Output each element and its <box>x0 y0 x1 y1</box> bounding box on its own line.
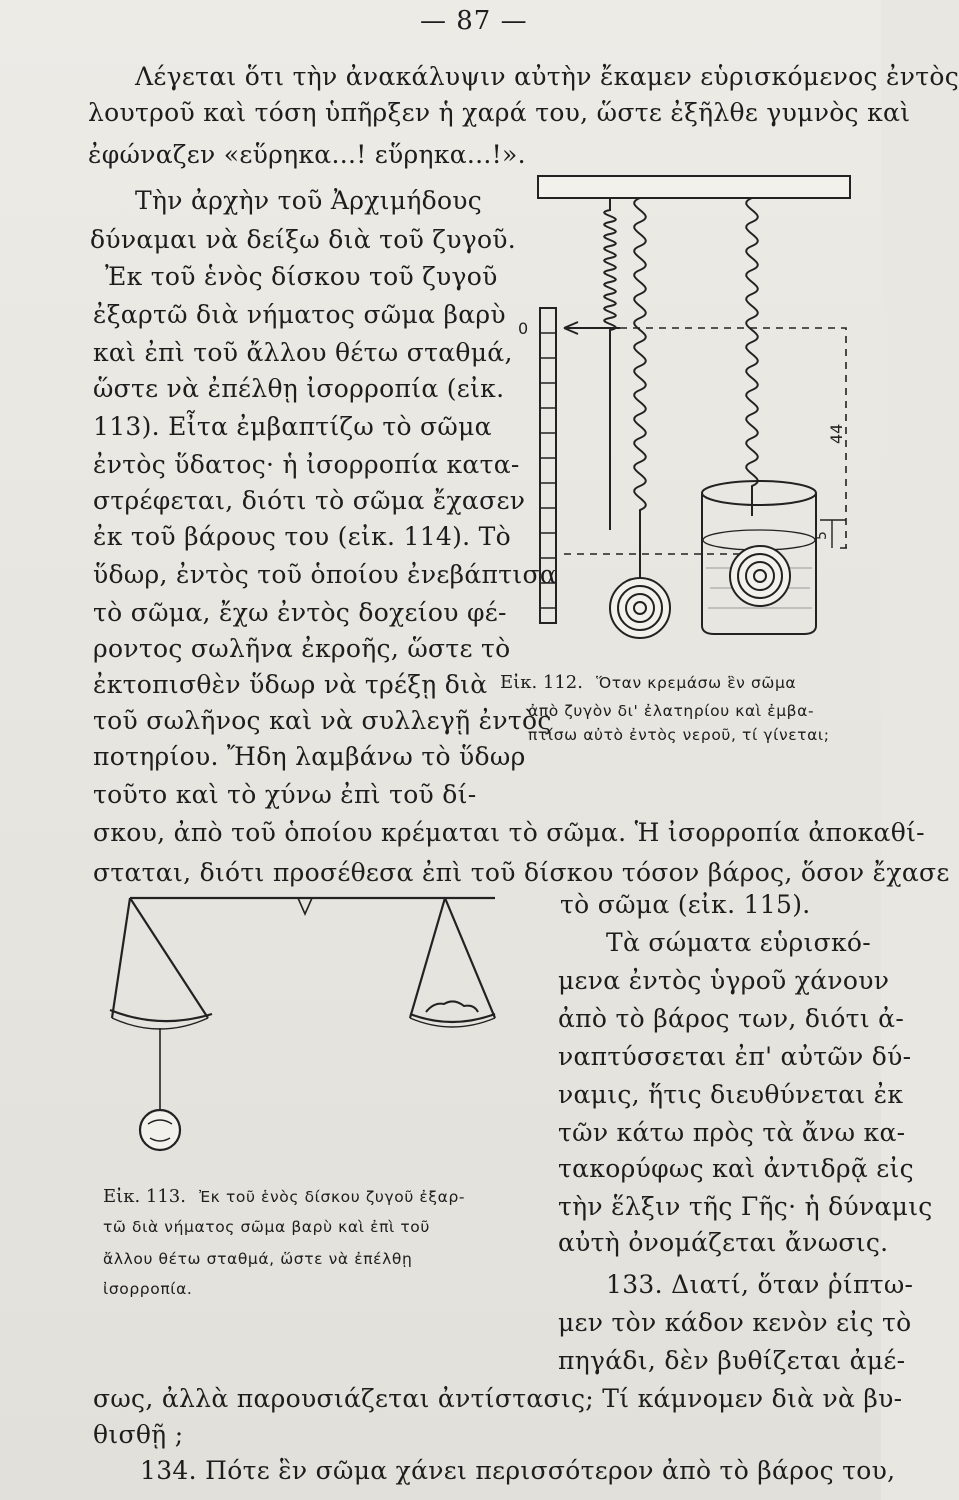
figure-113-caption-line: Ἐκ τοῦ ἑνὸς δίσκου ζυγοῦ ἐξαρ- <box>199 1188 466 1206</box>
text-line: αὐτὴ ὀνομάζεται ἄνωσις. <box>558 1228 889 1257</box>
text-line: ροντος σωλῆνα ἐκροῆς, ὥστε τὸ <box>93 634 511 663</box>
text-line: λουτροῦ καὶ τόση ὑπῆρξεν ἡ χαρά του, ὥστε ἐξῆλθε γυμνὸς καὶ <box>88 98 911 127</box>
figure-113-caption-line: τῶ διὰ νήματος σῶμα βαρὺ καὶ ἐπὶ τοῦ <box>103 1218 430 1236</box>
question-134-line: 134. Πότε ἓν σῶμα χάνει περισσότερον ἀπὸ τὸ βάρος του, <box>140 1456 896 1485</box>
question-133-line: θισθῇ ; <box>93 1420 184 1449</box>
text-line: Τὴν ἀρχὴν τοῦ Ἀρχιμήδους <box>135 186 483 215</box>
text-line: τακορύφως καὶ ἀντιδρᾷ εἰς <box>558 1154 914 1183</box>
figure-113-caption-line: ἄλλου θέτω σταθμά, ὥστε νὰ ἐπέλθῃ <box>103 1250 413 1268</box>
support-beam <box>538 176 850 198</box>
text-line: μενα ἐντὸς ὑγροῦ χάνουν <box>558 966 890 995</box>
text-line: τὸ σῶμα (εἰκ. 115). <box>560 890 811 919</box>
text-line: 113). Εἶτα ἐμβαπτίζω τὸ σῶμα <box>93 412 492 441</box>
text-line: ἐκ τοῦ βάρους του (εἰκ. 114). Τὸ <box>93 522 511 551</box>
text-line: Λέγεται ὅτι τὴν ἀνακάλυψιν αὐτὴν ἔκαμεν εὑρισκόμενος ἐντὸς <box>135 62 959 91</box>
figure-113-label: Εἰκ. 113. <box>103 1186 186 1207</box>
text-line: ναμις, ἥτις διευθύνεται ἐκ <box>558 1080 904 1109</box>
text-line: Τὰ σώματα εὑρισκό- <box>606 928 871 957</box>
text-line: τοῦτο καὶ τὸ χύνω ἐπὶ τοῦ δί- <box>93 780 477 809</box>
text-line: τὴν ἕλξιν τῆς Γῆς· ἡ δύναμις <box>558 1192 933 1221</box>
question-133-line: σως, ἀλλὰ παρουσιάζεται ἀντίστασις; Τί κάμνομεν διὰ νὰ βυ- <box>93 1384 903 1413</box>
figure-112-caption-line: ἀπὸ ζυγὸν δι' ἐλατηρίου καὶ ἐμβα- <box>528 702 815 720</box>
short-spring <box>604 198 616 530</box>
figure-113-illustration <box>100 890 520 1180</box>
question-133-line: 133. Διατί, ὅταν ῥίπτω- <box>606 1270 914 1299</box>
text-line: ὥστε νὰ ἐπέλθῃ ἰσορροπία (εἰκ. <box>93 374 505 403</box>
question-133-line: πηγάδι, δὲν βυθίζεται ἀμέ- <box>558 1346 906 1375</box>
long-spring <box>634 198 646 590</box>
text-line: ἐκτοπισθὲν ὕδωρ νὰ τρέξῃ διὰ <box>93 670 488 699</box>
text-line: καὶ ἐπὶ τοῦ ἄλλου θέτω σταθμά, <box>93 338 513 367</box>
measuring-scale <box>540 308 556 623</box>
left-pan <box>110 898 212 1029</box>
hanging-weight <box>140 1110 180 1150</box>
page-number: — 87 — <box>420 6 528 36</box>
text-line: δύναμαι νὰ δείξω διὰ τοῦ ζυγοῦ. <box>90 225 517 254</box>
measure-44-label: 44 <box>827 423 846 444</box>
text-line: ἐντὸς ὕδατος· ἡ ἰσορροπία κατα- <box>93 450 520 479</box>
text-line: ποτηρίου. Ἤδη λαμβάνω τὸ ὕδωρ <box>93 742 526 771</box>
immersed-ball <box>730 546 790 606</box>
text-line: Ἐκ τοῦ ἑνὸς δίσκου τοῦ ζυγοῦ <box>105 262 498 291</box>
figure-112-caption-line: Ὅταν κρεμάσω ἓν σῶμα <box>596 674 797 692</box>
question-133-line: μεν τὸν κάδον κενὸν εἰς τὸ <box>558 1308 912 1337</box>
figure-112-caption-line: πτίσω αὐτὸ ἐντὸς νεροῦ, τί γίνεται; <box>528 726 830 744</box>
text-line: ὕδωρ, ἐντὸς τοῦ ὁποίου ἐνεβάπτισα <box>93 560 558 589</box>
text-line: τῶν κάτω πρὸς τὰ ἄνω κα- <box>558 1118 906 1147</box>
figure-113-caption-line: ἰσορροπία. <box>103 1280 193 1298</box>
text-line: ἐφώναζεν «εὕρηκα...! εὕρηκα...!». <box>88 140 526 169</box>
text-line: ναπτύσσεται ἐπ' αὐτῶν δύ- <box>558 1042 912 1071</box>
scale-zero-label: 0 <box>518 319 529 338</box>
suspended-ball <box>610 578 670 638</box>
text-line: σκου, ἀπὸ τοῦ ὁποίου κρέμαται τὸ σῶμα. Ἡ ἰσορροπία ἀποκαθί- <box>93 818 925 847</box>
text-line: ἐξαρτῶ διὰ νήματος σῶμα βαρὺ <box>93 300 506 329</box>
text-line: τοῦ σωλῆνος καὶ νὰ συλλεγῇ ἐντὸς <box>93 706 552 735</box>
measure-5-label: 5 <box>814 531 830 540</box>
text-line: στρέφεται, διότι τὸ σῶμα ἔχασεν <box>93 486 526 515</box>
figure-112-illustration <box>520 168 870 678</box>
text-line: τὸ σῶμα, ἔχω ἐντὸς δοχείου φέ- <box>93 598 507 627</box>
right-pan <box>410 898 495 1027</box>
text-line: ἀπὸ τὸ βάρος των, διότι ἀ- <box>558 1004 905 1033</box>
figure-112-label: Εἰκ. 112. <box>500 672 583 693</box>
text-line: σταται, διότι προσέθεσα ἐπὶ τοῦ δίσκου τόσον βάρος, ὅσον ἔχασε <box>93 858 950 887</box>
immersed-spring <box>746 198 758 516</box>
